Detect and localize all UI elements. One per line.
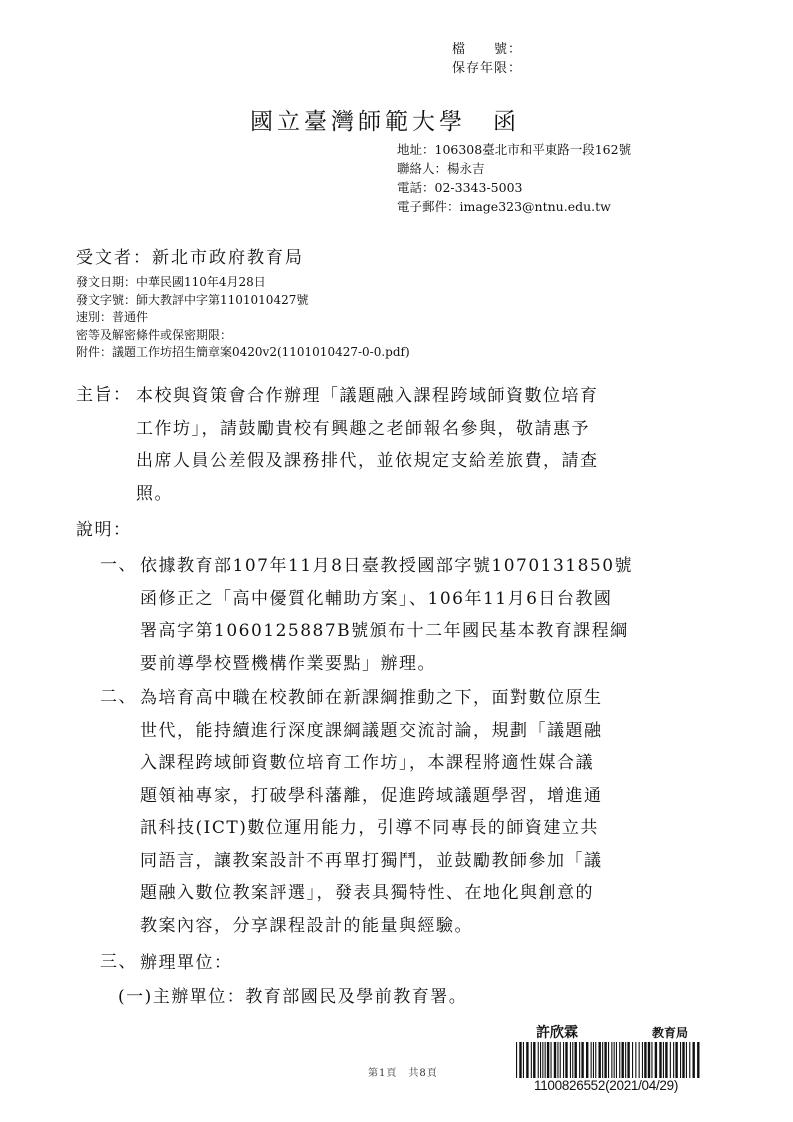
item-line: 要前導學校暨機構作業要點」辦理。 xyxy=(140,653,436,674)
item-marker: 二、 xyxy=(100,687,137,707)
barcode-bar xyxy=(639,1042,640,1078)
contact-block xyxy=(397,140,631,216)
sub-item: (一)主辦單位：教育部國民及學前教育署。 xyxy=(118,987,468,1007)
item-line: 辦理單位： xyxy=(140,953,233,973)
email-text: 電子郵件：image323@ntnu.edu.tw xyxy=(397,199,611,214)
barcode-bar xyxy=(519,1042,521,1078)
barcode-bar xyxy=(675,1042,677,1078)
item-line: 為培育高中職在校教師在新課綱推動之下，面對數位原生 xyxy=(140,688,603,708)
barcode-bar xyxy=(581,1042,583,1078)
item-line: 函修正之「高中優質化輔助方案」、106年11月6日台教國 xyxy=(140,588,613,609)
item-body xyxy=(140,550,633,680)
subject-label: 主旨： xyxy=(76,385,132,405)
item-line: 依據教育部107年11月8日臺教授國部字號1070131850號 xyxy=(140,556,634,576)
item-line: 題領袖專家，打破學科藩離，促進跨域議題學習，增進通 xyxy=(140,785,603,806)
file-number-label: 檔 號： xyxy=(452,42,523,57)
barcode-bar xyxy=(523,1042,524,1078)
barcode-bar xyxy=(551,1042,552,1078)
barcode-bar xyxy=(565,1042,567,1078)
barcode-bar xyxy=(516,1042,517,1078)
explanation-label: 說明： xyxy=(76,520,132,540)
barcode-bar xyxy=(602,1042,603,1078)
secrecy-level: 密等及解密條件或保密期限： xyxy=(76,327,233,342)
barcode-bar xyxy=(554,1042,556,1078)
barcode-bar xyxy=(557,1042,558,1078)
barcode-bar xyxy=(670,1042,671,1078)
barcode-bar xyxy=(682,1042,684,1078)
barcode-bar xyxy=(608,1042,609,1078)
item-body xyxy=(140,682,603,942)
contact-person: 聯絡人：楊永吉 xyxy=(397,161,485,176)
barcode-bar xyxy=(540,1042,541,1078)
barcode-bar xyxy=(665,1042,667,1078)
barcode-bar xyxy=(570,1042,571,1078)
item-line: 入課程跨域師資數位培育工作坊」，本課程將適性媒合議 xyxy=(140,753,594,773)
barcode-bar xyxy=(599,1042,601,1078)
item-marker: 三、 xyxy=(100,952,137,972)
barcode-bar xyxy=(614,1042,615,1078)
attachment-link[interactable]: 附件：議題工作坊招生簡章案0420v2(1101010427-0-0.pdf) xyxy=(76,345,410,359)
barcode-bar xyxy=(575,1042,577,1078)
item-line: 署高字第1060125887B號頒布十二年國民基本教育課程綱 xyxy=(140,621,629,641)
item-line: 教案內容，分享課程設計的能量與經驗。 xyxy=(140,915,473,936)
barcode-number: 1100826552(2021/04/29) xyxy=(534,1078,679,1093)
item-line: 訊科技(ICT)數位運用能力，引導不同專長的師資建立共 xyxy=(140,818,599,838)
barcode-bar xyxy=(697,1042,699,1078)
barcode-bar xyxy=(648,1042,650,1078)
item-marker: 一、 xyxy=(100,555,137,575)
barcode-bar xyxy=(625,1042,626,1078)
document-title: 國立臺灣師範大學 函 xyxy=(250,109,520,135)
barcode-bar xyxy=(635,1042,636,1078)
barcode-bar xyxy=(579,1042,580,1078)
barcode-bar xyxy=(642,1042,643,1078)
document-meta xyxy=(76,274,410,362)
barcode-bar xyxy=(627,1042,629,1078)
barcode-bar xyxy=(591,1042,592,1078)
barcode-bar xyxy=(680,1042,681,1078)
barcode-bar xyxy=(644,1042,646,1078)
item-line: 題融入數位教案評選」，發表具獨特性、在地化與創意的 xyxy=(140,883,594,903)
recipient: 受文者：新北市政府教育局 xyxy=(76,248,304,268)
subject-line: 本校與資策會合作辦理「議題融入課程跨域師資數位培育 xyxy=(136,386,599,406)
subject-line: 出席人員公差假及課務排代，並依規定支給差旅費，請查 xyxy=(136,451,599,471)
file-metadata xyxy=(452,40,522,78)
item-line: 同語言，讓教案設計不再單打獨鬥，並鼓勵教師參加「議 xyxy=(140,850,603,871)
barcode-bar xyxy=(595,1042,596,1078)
barcode-bar xyxy=(531,1042,532,1078)
barcode-bar xyxy=(693,1042,695,1078)
barcode-bar xyxy=(663,1042,664,1078)
stamp-agency: 教育局 xyxy=(652,1026,689,1040)
barcode-bar xyxy=(622,1042,624,1078)
barcode-bar xyxy=(545,1042,546,1078)
barcode-icon xyxy=(514,1042,700,1078)
barcode-bar xyxy=(616,1042,617,1078)
barcode-bar xyxy=(632,1042,633,1078)
item-line: 世代，能持續進行深度課綱議題交流討論，規劃「議題融 xyxy=(140,720,603,741)
delivery-speed: 速別：普通件 xyxy=(76,310,149,324)
barcode-bar xyxy=(604,1042,606,1078)
barcode-bar xyxy=(526,1042,528,1078)
barcode-bar xyxy=(547,1042,549,1078)
barcode-bar xyxy=(673,1042,674,1078)
retention-label: 保存年限： xyxy=(452,61,523,76)
page-number: 第1頁 共8頁 xyxy=(368,1068,438,1079)
barcode-bar xyxy=(572,1042,573,1078)
barcode-bar xyxy=(560,1042,561,1078)
barcode-bar xyxy=(542,1042,543,1078)
barcode-bar xyxy=(563,1042,564,1078)
barcode-bar xyxy=(651,1042,652,1078)
barcode-bar xyxy=(689,1042,690,1078)
barcode-bar xyxy=(593,1042,594,1078)
barcode-bar xyxy=(619,1042,620,1078)
receipt-stamp xyxy=(512,1020,702,1098)
barcode-bar xyxy=(586,1042,588,1078)
phone-text: 電話：02-3343-5003 xyxy=(397,180,523,195)
subject-body xyxy=(136,380,599,510)
barcode-bar xyxy=(686,1042,687,1078)
address-text: 地址：106308臺北市和平東路一段162號 xyxy=(397,142,632,157)
barcode-bar xyxy=(538,1042,539,1078)
document-number: 發文字號：師大教評中字第1101010427號 xyxy=(76,292,309,307)
barcode-bar xyxy=(611,1042,612,1078)
stamp-name: 許欣霖 xyxy=(536,1024,578,1040)
subject-line: 照。 xyxy=(136,483,173,504)
barcode-bar xyxy=(533,1042,535,1078)
issue-date: 發文日期：中華民國110年4月28日 xyxy=(76,275,266,289)
item-body xyxy=(140,947,233,980)
subject-line: 工作坊」，請鼓勵貴校有興趣之老師報名參與，敬請惠予 xyxy=(136,418,590,439)
barcode-bar xyxy=(655,1042,657,1078)
barcode-bar xyxy=(659,1042,661,1078)
